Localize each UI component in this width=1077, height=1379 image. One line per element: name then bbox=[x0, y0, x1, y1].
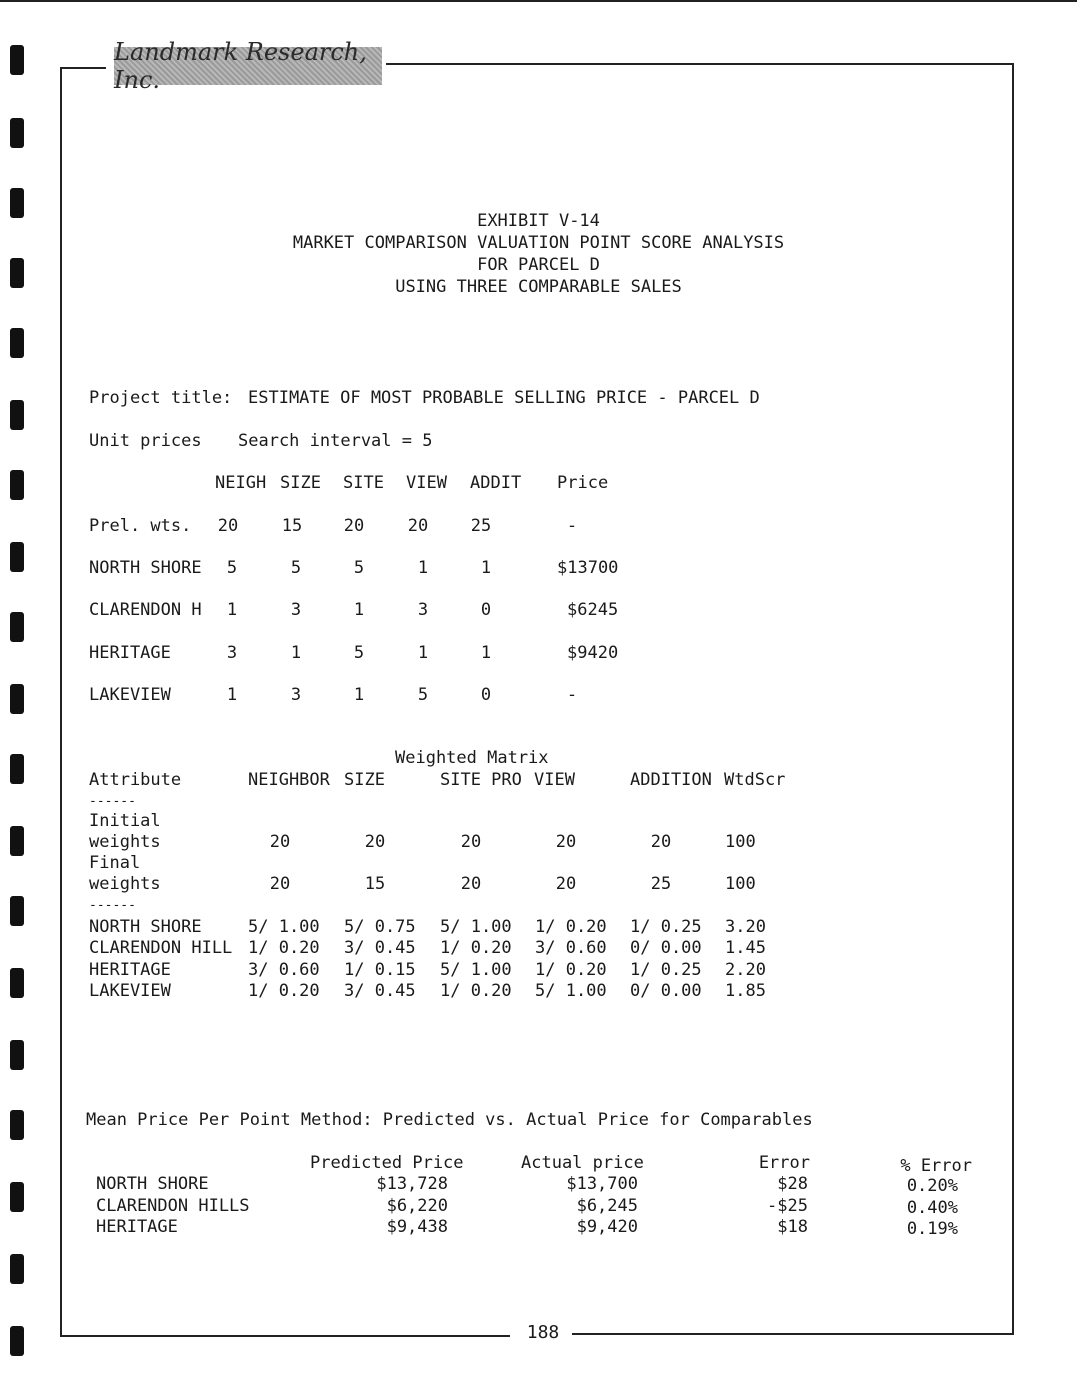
cell: 5 bbox=[226, 558, 238, 578]
pct-error-cell: 0.40% bbox=[906, 1198, 958, 1218]
col-header: SITE bbox=[343, 473, 384, 493]
cell: 20 bbox=[364, 832, 386, 852]
cell: 1/ 0.20 bbox=[440, 938, 512, 958]
final-label: Final bbox=[89, 853, 141, 873]
binder-hole bbox=[10, 612, 24, 642]
cell: 20 bbox=[343, 516, 365, 536]
cell: 0/ 0.00 bbox=[630, 981, 702, 1001]
col-header: SITE PRO bbox=[440, 770, 522, 790]
cell: 5/ 1.00 bbox=[440, 917, 512, 937]
cell: 1/ 0.20 bbox=[535, 960, 607, 980]
actual-cell: $9,420 bbox=[576, 1217, 638, 1237]
col-header: NEIGH bbox=[215, 473, 267, 493]
col-header: SIZE bbox=[280, 473, 321, 493]
row-name: HERITAGE bbox=[89, 960, 171, 980]
cell: 20 bbox=[269, 832, 291, 852]
mean-price-title: Mean Price Per Point Method: Predicted vs. Actual Price for Comparables bbox=[86, 1110, 813, 1130]
price-cell: $13700 bbox=[557, 558, 619, 578]
binder-hole bbox=[10, 118, 24, 148]
binder-hole bbox=[10, 542, 24, 572]
binder-hole bbox=[10, 826, 24, 856]
cell: 1/ 0.20 bbox=[535, 917, 607, 937]
exhibit-title: EXHIBIT V-14 bbox=[477, 211, 600, 231]
frame-line bbox=[60, 67, 106, 69]
price-cell: - bbox=[566, 685, 578, 705]
col-header: Error bbox=[758, 1153, 810, 1173]
cell: 5 bbox=[353, 558, 365, 578]
cell: 3/ 0.60 bbox=[535, 938, 607, 958]
cell: 3/ 0.45 bbox=[344, 938, 416, 958]
cell: 5 bbox=[417, 685, 429, 705]
exhibit-parcel: FOR PARCEL D bbox=[477, 255, 600, 275]
row-name: NORTH SHORE bbox=[96, 1174, 209, 1194]
cell: 20 bbox=[460, 832, 482, 852]
cell: 5/ 0.75 bbox=[344, 917, 416, 937]
frame-line bbox=[386, 63, 1014, 65]
cell: 1/ 0.20 bbox=[248, 981, 320, 1001]
binder-holes bbox=[0, 0, 34, 1379]
row-name: HERITAGE bbox=[96, 1217, 178, 1237]
cell: 3/ 0.45 bbox=[344, 981, 416, 1001]
cell: 100 bbox=[725, 874, 756, 894]
binder-hole bbox=[10, 328, 24, 358]
cell: 20 bbox=[460, 874, 482, 894]
cell: 1 bbox=[290, 643, 302, 663]
top-edge-line bbox=[0, 0, 1077, 2]
weighted-matrix-title: Weighted Matrix bbox=[395, 748, 549, 768]
company-logo bbox=[114, 38, 382, 94]
cell: 3/ 0.60 bbox=[248, 960, 320, 980]
cell: 3 bbox=[290, 600, 302, 620]
frame-line bbox=[60, 1335, 510, 1337]
col-header: Price bbox=[557, 473, 609, 493]
col-header: ADDITION bbox=[630, 770, 712, 790]
unit-prices-label: Unit prices bbox=[89, 431, 202, 451]
cell: 1 bbox=[417, 558, 429, 578]
row-name: CLARENDON HILLS bbox=[96, 1196, 250, 1216]
row-name: NORTH SHORE bbox=[89, 558, 202, 578]
project-value: ESTIMATE OF MOST PROBABLE SELLING PRICE - PARCEL D bbox=[248, 388, 760, 408]
cell: 20 bbox=[407, 516, 429, 536]
project-label: Project title: bbox=[89, 388, 233, 408]
cell: 3.20 bbox=[725, 917, 766, 937]
row-name: Prel. wts. bbox=[89, 516, 192, 536]
initial-label: weights bbox=[89, 832, 161, 852]
col-header: % Error bbox=[900, 1156, 972, 1176]
cell: 1/ 0.20 bbox=[440, 981, 512, 1001]
cell: 1/ 0.25 bbox=[630, 960, 702, 980]
initial-label: Initial bbox=[89, 811, 161, 831]
binder-hole bbox=[10, 1110, 24, 1140]
price-cell: - bbox=[566, 516, 578, 536]
final-label: weights bbox=[89, 874, 161, 894]
cell: 25 bbox=[470, 516, 492, 536]
cell: 1/ 0.25 bbox=[630, 917, 702, 937]
cell: 5/ 1.00 bbox=[248, 917, 320, 937]
col-header: WtdScr bbox=[724, 770, 786, 790]
cell: 20 bbox=[650, 832, 672, 852]
row-name: NORTH SHORE bbox=[89, 917, 202, 937]
binder-hole bbox=[10, 1040, 24, 1070]
actual-cell: $6,245 bbox=[576, 1196, 638, 1216]
cell: 5 bbox=[290, 558, 302, 578]
cell: 1 bbox=[353, 600, 365, 620]
cell: 5 bbox=[353, 643, 365, 663]
cell: 1.85 bbox=[725, 981, 766, 1001]
cell: 2.20 bbox=[725, 960, 766, 980]
cell: 15 bbox=[281, 516, 303, 536]
price-cell: $9420 bbox=[567, 643, 619, 663]
search-interval: Search interval = 5 bbox=[238, 431, 433, 451]
error-cell: $18 bbox=[777, 1217, 808, 1237]
frame-line bbox=[572, 1333, 1014, 1335]
binder-hole bbox=[10, 400, 24, 430]
separator: ------ bbox=[89, 794, 136, 809]
cell: 15 bbox=[364, 874, 386, 894]
col-header: VIEW bbox=[534, 770, 575, 790]
cell: 1 bbox=[480, 643, 492, 663]
separator: ------ bbox=[89, 898, 136, 913]
row-name: LAKEVIEW bbox=[89, 981, 171, 1001]
binder-hole bbox=[10, 896, 24, 926]
col-header: VIEW bbox=[406, 473, 447, 493]
cell: 100 bbox=[725, 832, 756, 852]
cell: 0 bbox=[480, 685, 492, 705]
cell: 5/ 1.00 bbox=[535, 981, 607, 1001]
cell: 1.45 bbox=[725, 938, 766, 958]
predicted-cell: $6,220 bbox=[386, 1196, 448, 1216]
actual-cell: $13,700 bbox=[566, 1174, 638, 1194]
col-header: ADDIT bbox=[470, 473, 522, 493]
error-cell: -$25 bbox=[767, 1196, 808, 1216]
cell: 3 bbox=[290, 685, 302, 705]
binder-hole bbox=[10, 968, 24, 998]
cell: 20 bbox=[555, 874, 577, 894]
predicted-cell: $9,438 bbox=[386, 1217, 448, 1237]
cell: 3 bbox=[226, 643, 238, 663]
col-header: Actual price bbox=[521, 1153, 644, 1173]
cell: 1 bbox=[417, 643, 429, 663]
cell: 1 bbox=[353, 685, 365, 705]
predicted-cell: $13,728 bbox=[376, 1174, 448, 1194]
cell: 20 bbox=[217, 516, 239, 536]
error-cell: $28 bbox=[777, 1174, 808, 1194]
col-header: Attribute bbox=[89, 770, 182, 790]
binder-hole bbox=[10, 1254, 24, 1284]
binder-hole bbox=[10, 1182, 24, 1212]
row-name: CLARENDON HILL bbox=[89, 938, 233, 958]
col-header: Predicted Price bbox=[310, 1153, 464, 1173]
cell: 3 bbox=[417, 600, 429, 620]
binder-hole bbox=[10, 1326, 24, 1356]
price-cell: $6245 bbox=[567, 600, 619, 620]
cell: 25 bbox=[650, 874, 672, 894]
cell: 0/ 0.00 bbox=[630, 938, 702, 958]
row-name: CLARENDON H bbox=[89, 600, 202, 620]
binder-hole bbox=[10, 684, 24, 714]
binder-hole bbox=[10, 45, 24, 75]
pct-error-cell: 0.19% bbox=[906, 1219, 958, 1239]
binder-hole bbox=[10, 754, 24, 784]
col-header: NEIGHBOR bbox=[248, 770, 330, 790]
pct-error-cell: 0.20% bbox=[906, 1176, 958, 1196]
row-name: LAKEVIEW bbox=[89, 685, 171, 705]
cell: 5/ 1.00 bbox=[440, 960, 512, 980]
cell: 1/ 0.20 bbox=[248, 938, 320, 958]
cell: 20 bbox=[555, 832, 577, 852]
cell: 1 bbox=[480, 558, 492, 578]
exhibit-subtitle: MARKET COMPARISON VALUATION POINT SCORE ANALYSIS bbox=[292, 233, 785, 253]
logo-text: Landmark Research, Inc. bbox=[114, 38, 367, 94]
col-header: SIZE bbox=[344, 770, 385, 790]
cell: 1/ 0.15 bbox=[344, 960, 416, 980]
cell: 20 bbox=[269, 874, 291, 894]
row-name: HERITAGE bbox=[89, 643, 171, 663]
cell: 1 bbox=[226, 600, 238, 620]
binder-hole bbox=[10, 470, 24, 500]
page-number: 188 bbox=[526, 1322, 560, 1343]
exhibit-method: USING THREE COMPARABLE SALES bbox=[395, 277, 682, 297]
cell: 0 bbox=[480, 600, 492, 620]
cell: 1 bbox=[226, 685, 238, 705]
